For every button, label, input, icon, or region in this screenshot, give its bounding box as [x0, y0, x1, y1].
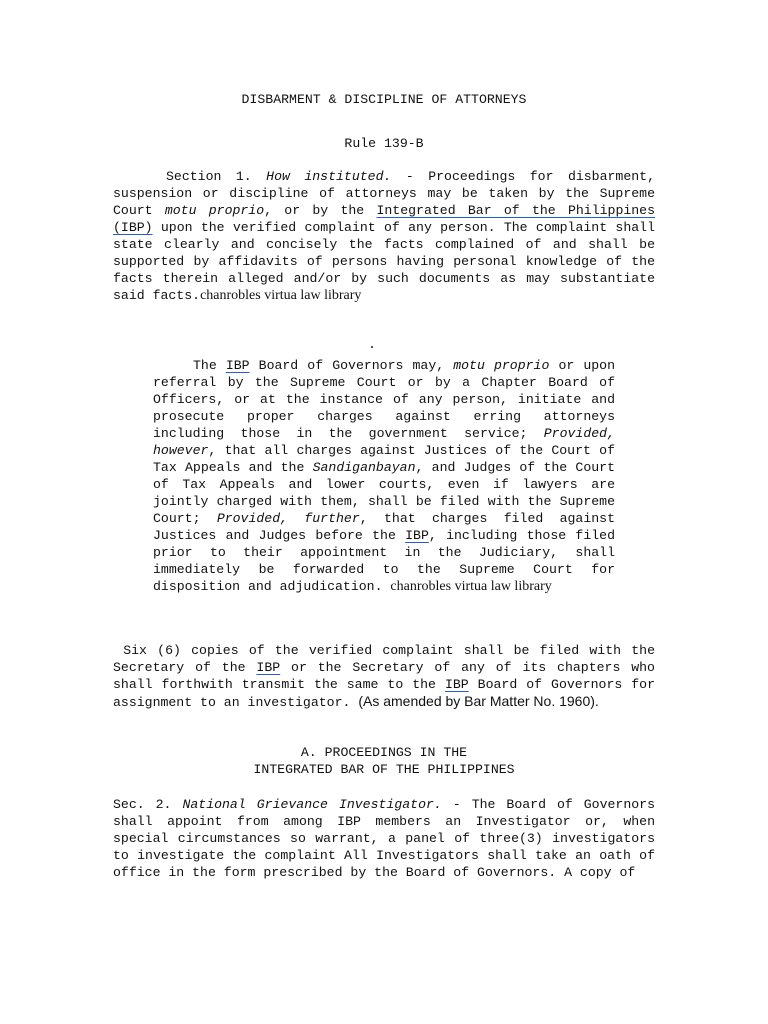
section-a-heading: A. PROCEEDINGS IN THE INTEGRATED BAR OF THE PHILIPPINES [253, 745, 515, 777]
ibp-link[interactable]: IBP [256, 660, 281, 675]
section-2-paragraph: Sec. 2. National Grievance Investigator. - The Board of Governors shall appoint from among IBP members an Investigator or, when special circumstances so warrant, a panel of three(3) investigators to investigate the complaint All Investigators shall take an oath of office in the form prescribed by the Board of Governors. A copy of [113, 797, 655, 880]
watermark-text: chanrobles virtua law library [390, 579, 552, 594]
ibp-link[interactable]: IBP [444, 677, 469, 692]
copies-paragraph: Six (6) copies of the verified complaint shall be filed with the Secretary of the IBP or the Secretary of any of its chapters who shall forthwith transmit the same to the IBP Board of Governors for assignment to an investigator. (As amended by Bar Matter No. 1960). [113, 643, 655, 710]
section-1-paragraph: Section 1. How instituted. - Proceedings for disbarment, suspension or discipline of attorneys may be taken by the Supreme Court motu proprio, or by the Integrated Bar of the Philippines (IBP) upon the verified complaint of any person. The complaint shall state clearly and concisely the facts complained of and shall be supported by affidavits of persons having personal knowledge of the facts therein alleged and/or by such documents as may substantiate said facts.chanrobles virtua law library [113, 169, 656, 303]
section-2-heading: National Grievance Investigator. [182, 797, 442, 812]
section-1-heading: How instituted. [266, 169, 392, 184]
rule-number: Rule 139-B [344, 136, 424, 151]
board-paragraph: The IBP Board of Governors may, motu proprio or upon referral by the Supreme Court or by a Chapter Board of Officers, or at the instance of any person, initiate and prosecute proper charges against erring attorneys including those in the government service; Provided, however, that all charges against Justices of the Court of Tax Appeals and the Sandiganbayan, and Judges of the Court of Tax Appeals and lower courts, even if lawyers are jointly charged with them, shall be filed with the Supreme Court; Provided, further, that charges filed against Justices and Judges before the IBP, including those filed prior to their appointment in the Judiciary, shall immediately be forwarded to the Supreme Court for disposition and adjudication. chanrobles virtua law library [153, 358, 616, 594]
section-2-prefix: Sec. 2. [113, 797, 172, 812]
document-title: DISBARMENT & DISCIPLINE OF ATTORNEYS [241, 92, 527, 107]
section-1-prefix: Section 1. [166, 169, 252, 184]
separator-dot: . [368, 337, 376, 352]
ibp-link[interactable]: IBP [225, 358, 250, 373]
ibp-link[interactable]: IBP [405, 528, 429, 543]
ibp-link[interactable]: Integrated Bar of the Philippines (IBP) [113, 203, 656, 235]
watermark-text: chanrobles virtua law library [200, 288, 362, 303]
amendment-note: (As amended by Bar Matter No. 1960). [358, 693, 599, 709]
